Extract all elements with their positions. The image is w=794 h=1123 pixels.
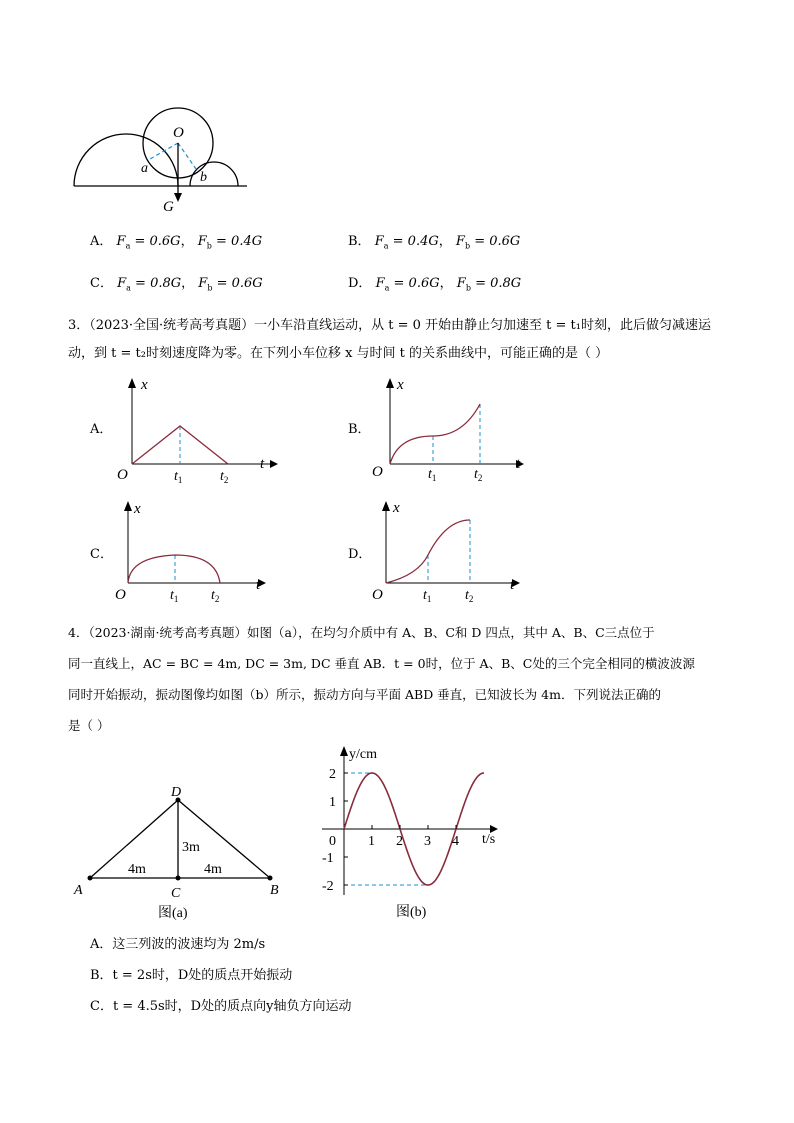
axis-t-label: t bbox=[256, 577, 261, 593]
option-letter: C． bbox=[90, 276, 113, 291]
q4-figure-b-chart bbox=[318, 740, 518, 925]
label-b: b bbox=[200, 170, 207, 185]
gravity-arrowhead bbox=[174, 193, 182, 202]
q4-option-c[interactable]: C．t = 4.5s时，D处的质点向y轴负方向运动 bbox=[90, 999, 352, 1014]
support-b-dashed bbox=[178, 143, 196, 169]
q2-figure bbox=[60, 95, 260, 220]
left-semicircle bbox=[74, 134, 178, 186]
len-AC-label: 4m bbox=[128, 862, 146, 877]
support-a-dashed bbox=[150, 143, 178, 159]
q4-option-b[interactable]: B．t = 2s时，D处的质点开始振动 bbox=[90, 968, 293, 983]
q4-stem-line2: 同一直线上，AC = BC = 4m, DC = 3m, DC 垂直 AB．t = 0时，位于 A、B、C处的三个完全相同的横波波源 bbox=[68, 656, 695, 671]
origin-label: O bbox=[115, 587, 126, 603]
axis-x-label: x bbox=[393, 500, 400, 516]
y-tick-label: 1 bbox=[329, 795, 336, 810]
tick-t2: $t_2$ bbox=[474, 467, 483, 483]
axis-x-label: x bbox=[134, 501, 141, 517]
segment-BD bbox=[178, 800, 270, 878]
len-DC-label: 3m bbox=[182, 840, 200, 855]
option-letter: A． bbox=[90, 234, 113, 249]
y-tick-label: -1 bbox=[322, 851, 334, 866]
xt-curve bbox=[128, 555, 220, 583]
q4-figure-a bbox=[68, 785, 298, 925]
q3-option-b-letter[interactable]: B． bbox=[348, 422, 371, 437]
y-axis-arrow bbox=[340, 746, 348, 756]
tick-t2: $t_2$ bbox=[220, 469, 229, 485]
q4-option-a[interactable]: A．这三列波的波速均为 2m/s bbox=[90, 937, 266, 952]
origin-label: O bbox=[372, 587, 383, 603]
q2-option-c[interactable]: C． $F_a = 0.8G$， $F_b = 0.6G$ bbox=[90, 276, 263, 293]
x-tick-label: 4 bbox=[452, 834, 459, 849]
q4-stem-line3: 同时开始振动，振动图像均如图（b）所示，振动方向与平面 ABD 垂直，已知波长为 4m．下列说法正确的 bbox=[68, 687, 661, 702]
q3-stem: 3．（2023·全国·统考高考真题）一小车沿直线运动，从 t = 0 开始由静止匀加速至 t = t₁时刻，此后做匀减速运动，到 t = t₂时刻速度降为零。在下列小车位移 x 与时间 t 的关系曲线中，可能正确的是（ ） bbox=[68, 318, 711, 361]
option-letter: D． bbox=[348, 276, 372, 291]
figure-b-caption: 图(b) bbox=[396, 905, 427, 920]
q2-option-b[interactable]: B． $F_a = 0.4G$， $F_b = 0.6G$ bbox=[348, 234, 521, 251]
x-axis-label: t/s bbox=[482, 832, 496, 847]
q3-graph-d[interactable] bbox=[368, 495, 538, 610]
len-CB-label: 4m bbox=[204, 862, 222, 877]
label-G: G bbox=[163, 199, 174, 215]
tick-t1: $t_1$ bbox=[174, 469, 183, 485]
point-C-label: C bbox=[171, 886, 181, 901]
xt-curve bbox=[386, 520, 470, 583]
y-tick-label: 2 bbox=[329, 767, 336, 782]
label-a: a bbox=[141, 161, 148, 176]
xt-curve bbox=[132, 426, 228, 464]
q3-graph-c[interactable] bbox=[110, 495, 280, 610]
xt-curve bbox=[390, 404, 480, 464]
option-letter: B． bbox=[348, 234, 371, 249]
axis-x-label: x bbox=[141, 377, 148, 393]
right-semicircle bbox=[190, 162, 238, 186]
q4-stem-line4: 是（ ） bbox=[68, 718, 110, 733]
y-tick-label: 0 bbox=[329, 834, 336, 849]
tick-t2: $t_2$ bbox=[465, 588, 474, 604]
point-A-label: A bbox=[74, 883, 83, 898]
tick-t1: $t_1$ bbox=[423, 588, 432, 604]
q3-option-c-letter[interactable]: C． bbox=[90, 547, 113, 562]
point-B-label: B bbox=[270, 883, 279, 898]
q2-option-d[interactable]: D． $F_a = 0.6G$， $F_b = 0.8G$ bbox=[348, 276, 522, 293]
point-D-label: D bbox=[171, 785, 182, 800]
axis-t-label: t bbox=[516, 456, 521, 472]
x-tick-label: 1 bbox=[368, 834, 375, 849]
tick-t2: $t_2$ bbox=[211, 588, 220, 604]
y-tick-label: -2 bbox=[322, 879, 334, 894]
q3-option-d-letter[interactable]: D． bbox=[348, 547, 372, 562]
y-axis-label: y/cm bbox=[349, 747, 377, 762]
x-tick-label: 2 bbox=[396, 834, 403, 849]
origin-label: O bbox=[372, 464, 383, 480]
figure-a-caption: 图(a) bbox=[158, 906, 188, 921]
axis-x-label: x bbox=[397, 377, 404, 393]
tick-t1: $t_1$ bbox=[428, 467, 437, 483]
x-tick-label: 3 bbox=[424, 834, 431, 849]
q2-option-a[interactable]: A． $F_a = 0.6G$， $F_b = 0.4G$ bbox=[90, 234, 263, 251]
axis-t-label: t bbox=[260, 456, 265, 472]
q3-option-a-letter[interactable]: A． bbox=[90, 422, 113, 437]
q3-graph-a[interactable] bbox=[110, 372, 280, 487]
axis-t-label: t bbox=[510, 577, 515, 593]
q3-graph-b[interactable] bbox=[368, 372, 538, 487]
label-O: O bbox=[173, 125, 184, 141]
q4-stem-line1: 4．（2023·湖南·统考高考真题）如图（a），在均匀介质中有 A、B、C和 D 四点，其中 A、B、C三点位于 bbox=[68, 625, 655, 640]
tick-t1: $t_1$ bbox=[170, 588, 179, 604]
origin-label: O bbox=[117, 467, 128, 483]
